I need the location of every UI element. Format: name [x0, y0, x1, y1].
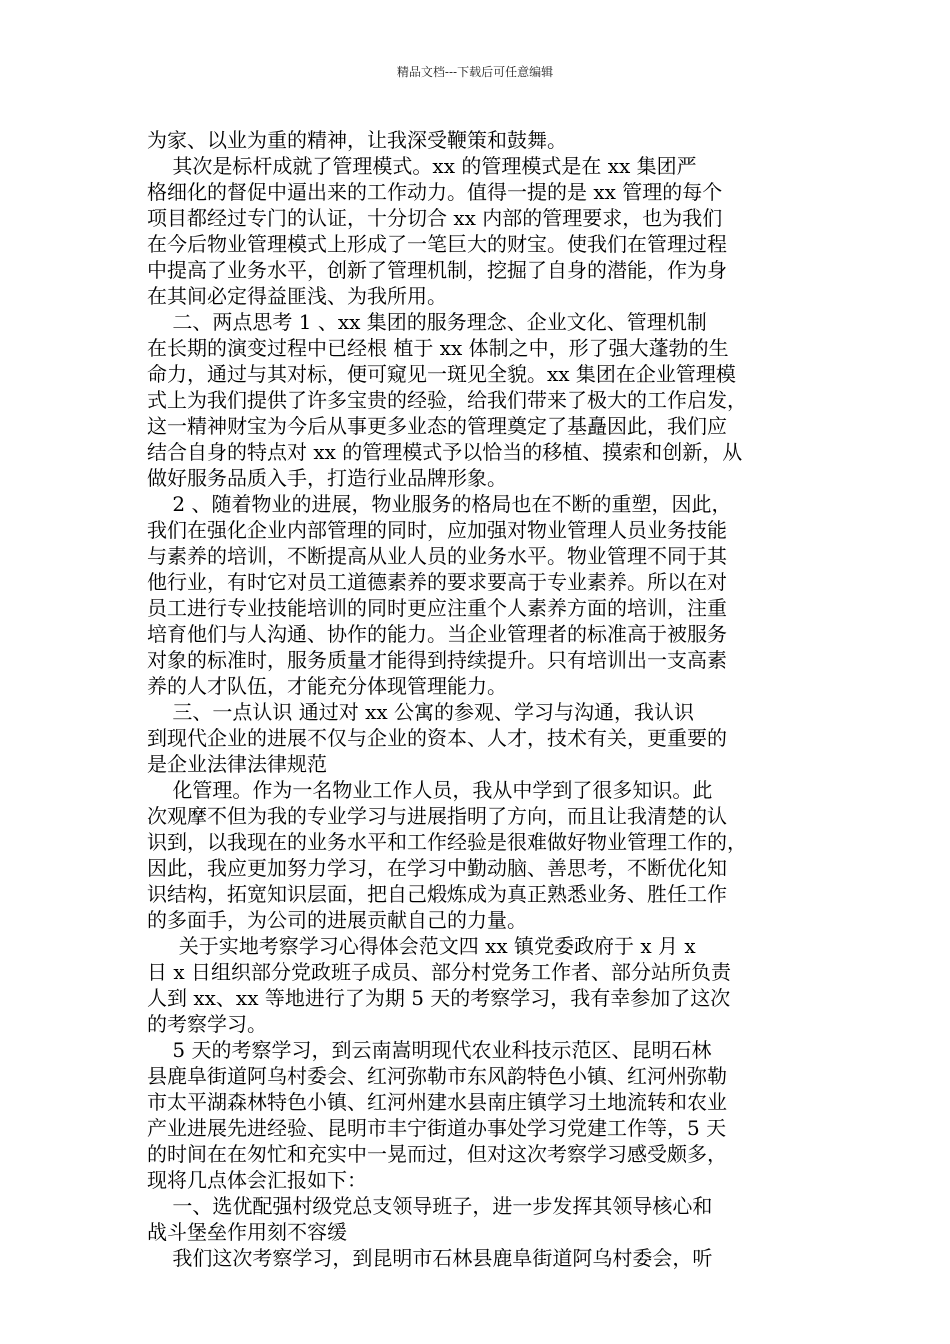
- text-line: 一、选优配强村级党总支领导班子，进一步发挥其领导核心和: [147, 1194, 713, 1218]
- text-line: 5 天的考察学习，到云南嵩明现代农业科技示范区、昆明石林: [147, 1038, 712, 1062]
- text-line: 人到 xx、xx 等地进行了为期 5 天的考察学习，我有幸参加了这次: [147, 986, 731, 1010]
- text-line: 现将几点体会汇报如下：: [147, 1168, 367, 1192]
- text-line: 格细化的督促中逼出来的工作动力。值得一提的是 xx 管理的每个: [147, 180, 723, 204]
- text-line: 化管理。作为一名物业工作人员，我从中学到了很多知识。此: [147, 778, 713, 802]
- text-line: 次观摩不但为我的专业学习与进展指明了方向，而且让我清楚的认: [147, 804, 727, 828]
- text-line: 是企业法律法律规范: [147, 752, 327, 776]
- text-line: 培育他们与人沟通、协作的能力。当企业管理者的标准高于被服务: [147, 622, 727, 646]
- text-line: 员工进行专业技能培训的同时更应注重个人素养方面的培训，注重: [147, 596, 727, 620]
- text-line: 的多面手，为公司的进展贡献自己的力量。: [147, 908, 527, 932]
- text-line: 日 x 日组织部分党政班子成员、部分村党务工作者、部分站所负责: [147, 960, 731, 984]
- text-line: 在今后物业管理模式上形成了一笔巨大的财宝。使我们在管理过程: [147, 232, 727, 256]
- text-line: 县鹿阜街道阿乌村委会、红河弥勒市东风韵特色小镇、红河州弥勒: [147, 1064, 727, 1088]
- text-line: 三、一点认识 通过对 xx 公寓的参观、学习与沟通，我认识: [147, 700, 695, 724]
- text-line: 我们在强化企业内部管理的同时，应加强对物业管理人员业务技能: [147, 518, 727, 542]
- text-line: 其次是标杆成就了管理模式。xx 的管理模式是在 xx 集团严: [147, 154, 697, 178]
- text-line: 因此，我应更加努力学习，在学习中勤动脑、善思考，不断优化知: [147, 856, 727, 880]
- text-line: 2 、随着物业的进展，物业服务的格局也在不断的重塑，因此，: [147, 492, 732, 516]
- text-line: 在长期的演变过程中已经根 植于 xx 体制之中，形了强大蓬勃的生: [147, 336, 729, 360]
- text-line: 二、两点思考 1 、xx 集团的服务理念、企业文化、管理机制: [147, 310, 707, 334]
- text-line: 做好服务品质入手，打造行业品牌形象。: [147, 466, 507, 490]
- text-line: 养的人才队伍，才能充分体现管理能力。: [147, 674, 507, 698]
- text-line: 的考察学习。: [147, 1012, 267, 1036]
- document-body: [147, 127, 811, 1271]
- text-line: 市太平湖森林特色小镇、红河州建水县南庄镇学习土地流转和农业: [147, 1090, 727, 1114]
- text-line: 命力，通过与其对标，便可窥见一斑见全貌。xx 集团在企业管理模: [147, 362, 736, 386]
- text-line: 到现代企业的进展不仅与企业的资本、人才，技术有关，更重要的: [147, 726, 727, 750]
- text-line: 识结构，拓宽知识层面，把自己煅炼成为真正熟悉业务、胜任工作: [147, 882, 727, 906]
- text-line: 关于实地考察学习心得体会范文四 xx 镇党委政府于 x 月 x: [147, 934, 696, 958]
- text-line: 式上为我们提供了许多宝贵的经验，给我们带来了极大的工作启发，: [147, 388, 747, 412]
- page-header: 精品文档---下载后可任意编辑: [396, 65, 554, 79]
- text-line: 结合自身的特点对 xx 的管理模式予以恰当的移植、摸索和创新，从: [147, 440, 743, 464]
- text-line: 他行业，有时它对员工道德素养的要求要高于专业素养。所以在对: [147, 570, 727, 594]
- text-line: 与素养的培训，不断提高从业人员的业务水平。物业管理不同于其: [147, 544, 727, 568]
- text-line: 识到，以我现在的业务水平和工作经验是很难做好物业管理工作的，: [147, 830, 747, 854]
- text-line: 战斗堡垒作用刻不容缓: [147, 1220, 347, 1244]
- text-line: 的时间在在匆忙和充实中一晃而过，但对这次考察学习感受颇多，: [147, 1142, 727, 1166]
- text-line: 中提高了业务水平，创新了管理机制，挖掘了自身的潜能，作为身: [147, 258, 727, 282]
- text-line: 为家、以业为重的精神，让我深受鞭策和鼓舞。: [147, 128, 567, 152]
- text-line: 项目都经过专门的认证，十分切合 xx 内部的管理要求，也为我们: [147, 206, 723, 230]
- text-line: 对象的标准时，服务质量才能得到持续提升。只有培训出一支高素: [147, 648, 727, 672]
- text-line: 这一精神财宝为今后从事更多业态的管理奠定了基矗因此，我们应: [147, 414, 727, 438]
- text-line: 产业进展先进经验、昆明市丰宁街道办事处学习党建工作等，5 天: [147, 1116, 727, 1140]
- text-line: 我们这次考察学习，到昆明市石林县鹿阜街道阿乌村委会，听: [147, 1246, 713, 1270]
- text-line: 在其间必定得益匪浅、为我所用。: [147, 284, 447, 308]
